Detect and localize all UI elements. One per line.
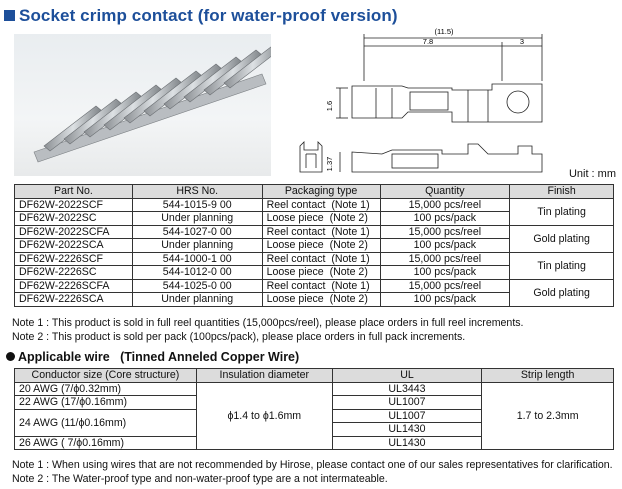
hrs-no: 544-1012-0 00 [132,266,262,280]
wire-table [14,368,614,450]
ul-value: UL1430 [332,423,482,437]
table-row [15,279,614,293]
conductor-size: 22 AWG (17/ϕ0.16mm) [15,396,197,410]
bullet-icon [6,352,15,361]
part-no: DF62W-2226SC [15,266,133,280]
part-no: DF62W-2022SCFA [15,225,133,239]
packaging-type: Reel contact (Note 1) [262,279,380,293]
part-no: DF62W-2226SCFA [15,279,133,293]
header-quantity: Quantity [380,185,510,199]
wire-header-row [15,369,614,383]
part-no: DF62W-2226SCA [15,293,133,307]
conductor-size: 24 AWG (11/ϕ0.16mm) [15,409,197,436]
header-ul: UL [332,369,482,383]
hrs-no: 544-1027-0 00 [132,225,262,239]
note-2: Note 2 : This product is sold per pack (100pcs/pack), please place orders in full pack increments. [12,331,466,343]
finish: Gold plating [510,225,614,252]
note-1: Note 1 : This product is sold in full reel quantities (15,000pcs/reel), please place orders in full reel increments. [12,317,524,329]
ul-value: UL1007 [332,409,482,423]
product-photo [14,34,271,176]
quantity: 100 pcs/pack [380,293,510,307]
parts-table [14,184,614,307]
dim-overall: (11.5) [434,27,454,36]
finish: Tin plating [510,198,614,225]
hrs-no: Under planning [132,293,262,307]
hrs-no: Under planning [132,239,262,253]
header-packaging: Packaging type [262,185,380,199]
quantity: 15,000 pcs/reel [380,198,510,212]
title-square-icon [4,10,15,21]
finish: Tin plating [510,252,614,279]
packaging-type: Reel contact (Note 1) [262,198,380,212]
part-no: DF62W-2022SCA [15,239,133,253]
quantity: 100 pcs/pack [380,239,510,253]
parts-header-row [15,185,614,199]
ul-value: UL3443 [332,382,482,396]
quantity: 15,000 pcs/reel [380,225,510,239]
strip-length: 1.7 to 2.3mm [482,382,614,450]
hrs-no: Under planning [132,212,262,226]
quantity: 15,000 pcs/reel [380,279,510,293]
table-row [15,225,614,239]
quantity: 100 pcs/pack [380,266,510,280]
quantity: 100 pcs/pack [380,212,510,226]
part-no: DF62W-2022SCF [15,198,133,212]
wire-notes [12,458,613,486]
hrs-no: 544-1000-1 00 [132,252,262,266]
wire-section-title [6,350,299,364]
wire-section-title-text: Applicable wire (Tinned Anneled Copper Wire) [18,350,300,364]
table-row [15,198,614,212]
conductor-size: 20 AWG (7/ϕ0.32mm) [15,382,197,396]
unit-label: Unit : mm [568,168,616,180]
table-row [15,252,614,266]
header-finish: Finish [510,185,614,199]
page-title-text: Socket crimp contact (for water-proof version) [19,6,398,25]
dimension-drawing [292,26,620,174]
packaging-type: Loose piece (Note 2) [262,239,380,253]
header-part-no: Part No. [15,185,133,199]
packaging-type: Reel contact (Note 1) [262,225,380,239]
crimp-contact-strip-illustration [14,34,271,176]
packaging-type: Loose piece (Note 2) [262,293,380,307]
dim-c: 1.6 [325,100,334,112]
finish: Gold plating [510,279,614,306]
parts-notes [12,316,524,344]
part-no: DF62W-2022SC [15,212,133,226]
header-strip: Strip length [482,369,614,383]
header-conductor: Conductor size (Core structure) [15,369,197,383]
page-title [4,6,398,26]
table-row [15,382,614,396]
packaging-type: Reel contact (Note 1) [262,252,380,266]
ul-value: UL1007 [332,396,482,410]
dim-b: 3 [519,37,525,46]
hrs-no: 544-1025-0 00 [132,279,262,293]
insulation-diameter: ϕ1.4 to ϕ1.6mm [196,382,332,450]
hrs-no: 544-1015-9 00 [132,198,262,212]
dim-d: 1.37 [325,156,334,172]
conductor-size: 26 AWG ( 7/ϕ0.16mm) [15,436,197,450]
wire-note-1: Note 1 : When using wires that are not recommended by Hirose, please contact one of our sales representatives for clarification. [12,459,613,471]
header-insulation: Insulation diameter [196,369,332,383]
packaging-type: Loose piece (Note 2) [262,212,380,226]
dim-a: 7.8 [422,37,434,46]
header-hrs-no: HRS No. [132,185,262,199]
ul-value: UL1430 [332,436,482,450]
part-no: DF62W-2226SCF [15,252,133,266]
packaging-type: Loose piece (Note 2) [262,266,380,280]
wire-note-2: Note 2 : The Water-proof type and non-water-proof type are a not intermateable. [12,473,388,485]
quantity: 15,000 pcs/reel [380,252,510,266]
